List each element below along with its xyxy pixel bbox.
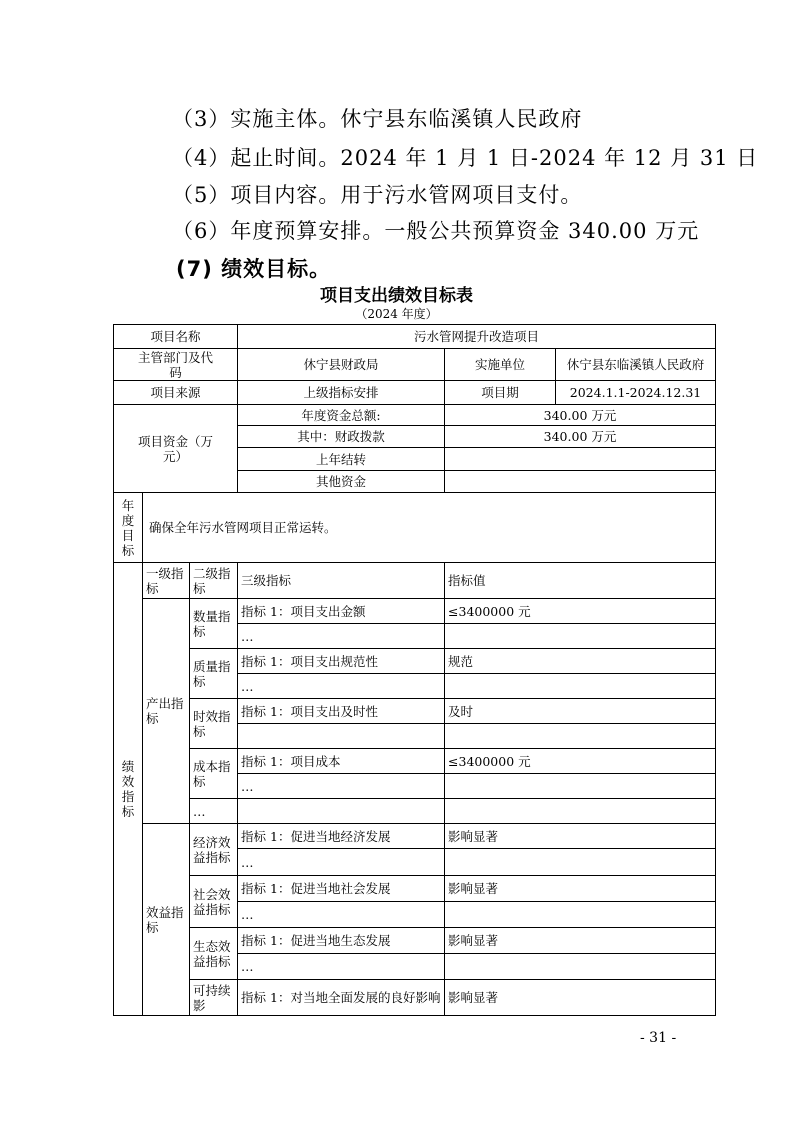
cost-indicator: 指标 1：项目成本 xyxy=(238,749,445,774)
funds-other-value xyxy=(445,471,716,493)
table-title: 项目支出绩效目标表 xyxy=(320,286,473,306)
table-row xyxy=(114,824,716,849)
performance-target-table xyxy=(113,324,716,1016)
ellipsis-cell: … xyxy=(238,624,445,649)
econ-indicator-label: 经济效益指标 xyxy=(190,824,238,876)
ellipsis-cell: … xyxy=(190,799,238,824)
cost-indicator-label: 成本指标 xyxy=(190,749,238,799)
table-row xyxy=(114,749,716,774)
funds-fiscal-value: 340.00 万元 xyxy=(445,426,716,448)
table-row xyxy=(114,980,716,1016)
funds-total-value: 340.00 万元 xyxy=(445,405,716,426)
social-value: 影响显著 xyxy=(445,876,716,902)
quantity-indicator: 指标 1：项目支出金额 xyxy=(238,599,445,624)
table-subtitle: （2024 年度） xyxy=(355,307,438,321)
table-row xyxy=(114,325,716,349)
header-level1: 一级指标 xyxy=(143,563,190,599)
eco-value: 影响显著 xyxy=(445,928,716,954)
dept-label: 主管部门及代码 xyxy=(114,349,238,381)
paragraph-budget: （6）年度预算安排。一般公共预算资金 340.00 万元 xyxy=(172,219,700,243)
eco-indicator: 指标 1：促进当地生态发展 xyxy=(238,928,445,954)
quality-indicator-label: 质量指标 xyxy=(190,649,238,699)
social-indicator-label: 社会效益指标 xyxy=(190,876,238,928)
table-row xyxy=(114,349,716,381)
paragraph-content: （5）项目内容。用于污水管网项目支付。 xyxy=(172,183,583,207)
table-row xyxy=(114,563,716,599)
funds-carry-value xyxy=(445,448,716,471)
cost-value: ≤3400000 元 xyxy=(445,749,716,774)
funds-total-label: 年度资金总额: xyxy=(238,405,445,426)
impl-value: 休宁县东临溪镇人民政府 xyxy=(556,349,716,381)
project-name-label: 项目名称 xyxy=(114,325,238,349)
table-row xyxy=(114,699,716,724)
paragraph-implementing-body: （3）实施主体。休宁县东临溪镇人民政府 xyxy=(172,107,583,131)
paragraph-performance-goal: (7) 绩效目标。 xyxy=(176,257,332,281)
output-indicator-label: 产出指标 xyxy=(143,599,190,824)
table-row xyxy=(114,493,716,563)
perf-indicator-label: 绩效指标 xyxy=(114,563,143,1016)
annual-goal-label: 年度目标 xyxy=(114,493,143,563)
ellipsis-cell: … xyxy=(238,954,445,980)
table-row xyxy=(114,649,716,674)
funds-fiscal-label: 其中：财政拨款 xyxy=(238,426,445,448)
funds-other-label: 其他资金 xyxy=(238,471,445,493)
ellipsis-cell: … xyxy=(238,902,445,928)
table-row xyxy=(114,599,716,624)
econ-indicator: 指标 1：促进当地经济发展 xyxy=(238,824,445,849)
project-name-value: 污水管网提升改造项目 xyxy=(238,325,716,349)
sustain-value: 影响显著 xyxy=(445,980,716,1016)
funds-label: 项目资金（万元） xyxy=(114,405,238,493)
dept-value: 休宁县财政局 xyxy=(238,349,445,381)
header-level2: 二级指标 xyxy=(190,563,238,599)
time-indicator: 指标 1：项目支出及时性 xyxy=(238,699,445,724)
page-number: - 31 - xyxy=(640,1030,677,1046)
quantity-indicator-label: 数量指标 xyxy=(190,599,238,649)
social-indicator: 指标 1：促进当地社会发展 xyxy=(238,876,445,902)
ellipsis-cell: … xyxy=(238,774,445,799)
table-row xyxy=(114,928,716,954)
sustain-indicator: 指标 1：对当地全面发展的良好影响 xyxy=(238,980,445,1016)
time-indicator-label: 时效指标 xyxy=(190,699,238,749)
period-label: 项目期 xyxy=(445,381,556,405)
table-row xyxy=(114,381,716,405)
funds-carry-label: 上年结转 xyxy=(238,448,445,471)
quality-value: 规范 xyxy=(445,649,716,674)
quantity-value: ≤3400000 元 xyxy=(445,599,716,624)
quality-indicator: 指标 1：项目支出规范性 xyxy=(238,649,445,674)
table-row xyxy=(114,799,716,824)
sustain-indicator-label: 可持续影 xyxy=(190,980,238,1016)
eco-indicator-label: 生态效益指标 xyxy=(190,928,238,980)
table-row xyxy=(114,405,716,426)
period-value: 2024.1.1-2024.12.31 xyxy=(556,381,716,405)
source-value: 上级指标安排 xyxy=(238,381,445,405)
paragraph-period: （4）起止时间。2024 年 1 月 1 日-2024 年 12 月 31 日 xyxy=(172,146,759,170)
impl-label: 实施单位 xyxy=(445,349,556,381)
benefit-indicator-label: 效益指标 xyxy=(143,824,190,1016)
ellipsis-cell: … xyxy=(238,674,445,699)
header-level3: 三级指标 xyxy=(238,563,445,599)
econ-value: 影响显著 xyxy=(445,824,716,849)
ellipsis-cell: … xyxy=(238,849,445,876)
annual-goal-text: 确保全年污水管网项目正常运转。 xyxy=(143,493,716,563)
table-row xyxy=(114,876,716,902)
time-value: 及时 xyxy=(445,699,716,724)
source-label: 项目来源 xyxy=(114,381,238,405)
header-value: 指标值 xyxy=(445,563,716,599)
